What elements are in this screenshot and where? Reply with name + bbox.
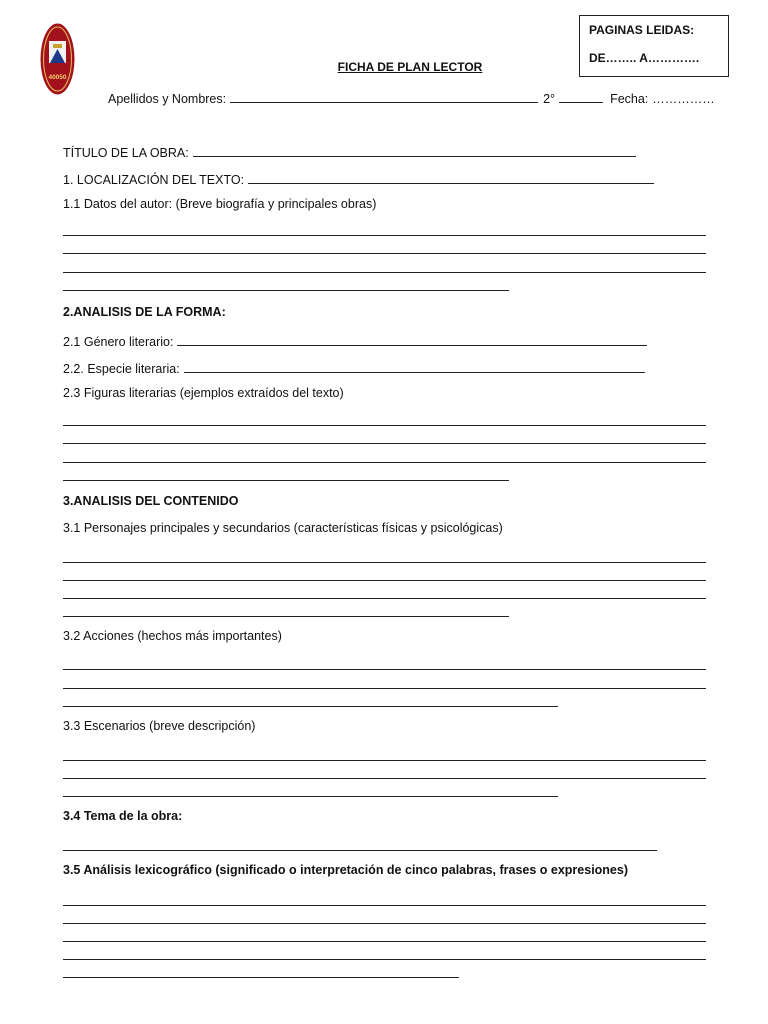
settings-heading: 3.3 Escenarios (breve descripción) — [63, 719, 256, 733]
pages-read-title: PAGINAS LEIDAS: — [589, 23, 695, 37]
pages-read-box — [579, 15, 729, 77]
characters-answer-line[interactable] — [63, 580, 706, 581]
species-field[interactable] — [184, 372, 645, 373]
student-info-row — [108, 88, 718, 106]
grade-label: 2° — [543, 92, 556, 106]
localization-row — [63, 169, 654, 187]
actions-answer-line[interactable] — [63, 688, 706, 689]
pages-read-range[interactable]: DE…….. A…………. — [589, 51, 700, 65]
figures-answer-line[interactable] — [63, 443, 706, 444]
theme-answer-line[interactable] — [63, 850, 657, 851]
author-answer-line[interactable] — [63, 253, 706, 254]
school-crest-logo — [40, 23, 75, 95]
lexical-answer-line[interactable] — [63, 923, 706, 924]
lexical-answer-line[interactable] — [63, 905, 706, 906]
lexical-analysis-heading: 3.5 Análisis lexicográfico (significado o interpretación de cinco palabras, frases o expresiones) — [63, 863, 629, 877]
theme-heading: 3.4 Tema de la obra: — [63, 809, 183, 823]
actions-answer-line[interactable] — [63, 669, 706, 670]
characters-heading: 3.1 Personajes principales y secundarios (características físicas y psicológicas) — [63, 521, 503, 535]
author-data-heading: 1.1 Datos del autor: (Breve biografía y principales obras) — [63, 197, 377, 211]
localization-label: 1. LOCALIZACIÓN DEL TEXTO: — [63, 173, 245, 187]
species-row — [63, 358, 645, 376]
form-analysis-heading: 2.ANALISIS DE LA FORMA: — [63, 305, 226, 319]
figures-answer-line[interactable] — [63, 462, 706, 463]
author-answer-line[interactable] — [63, 290, 509, 291]
content-analysis-heading: 3.ANALISIS DEL CONTENIDO — [63, 494, 239, 508]
grade-section-field[interactable] — [559, 102, 603, 103]
student-name-field[interactable] — [230, 102, 538, 103]
date-field[interactable]: …………… — [652, 92, 715, 106]
student-name-label: Apellidos y Nombres: — [108, 92, 227, 106]
figures-answer-line[interactable] — [63, 480, 509, 481]
species-label: 2.2. Especie literaria: — [63, 362, 180, 376]
lexical-answer-line[interactable] — [63, 959, 706, 960]
work-title-field[interactable] — [193, 156, 636, 157]
actions-heading: 3.2 Acciones (hechos más importantes) — [63, 629, 282, 643]
date-label: Fecha: — [610, 92, 649, 106]
characters-answer-line[interactable] — [63, 598, 706, 599]
genre-row — [63, 331, 647, 349]
logo-number: 40050 — [48, 74, 67, 81]
figures-answer-line[interactable] — [63, 425, 706, 426]
actions-answer-line[interactable] — [63, 706, 558, 707]
document-title: FICHA DE PLAN LECTOR — [337, 60, 483, 74]
author-answer-line[interactable] — [63, 235, 706, 236]
genre-label: 2.1 Género literario: — [63, 335, 174, 349]
localization-field[interactable] — [248, 183, 654, 184]
literary-figures-heading: 2.3 Figuras literarias (ejemplos extraídos del texto) — [63, 386, 344, 400]
lexical-answer-line[interactable] — [63, 941, 706, 942]
characters-answer-line[interactable] — [63, 562, 706, 563]
settings-answer-line[interactable] — [63, 760, 706, 761]
settings-answer-line[interactable] — [63, 796, 558, 797]
work-title-row — [63, 142, 636, 160]
work-title-label: TÍTULO DE LA OBRA: — [63, 146, 189, 160]
characters-answer-line[interactable] — [63, 616, 509, 617]
author-answer-line[interactable] — [63, 272, 706, 273]
settings-answer-line[interactable] — [63, 778, 706, 779]
lexical-answer-line[interactable] — [63, 977, 459, 978]
genre-field[interactable] — [177, 345, 647, 346]
